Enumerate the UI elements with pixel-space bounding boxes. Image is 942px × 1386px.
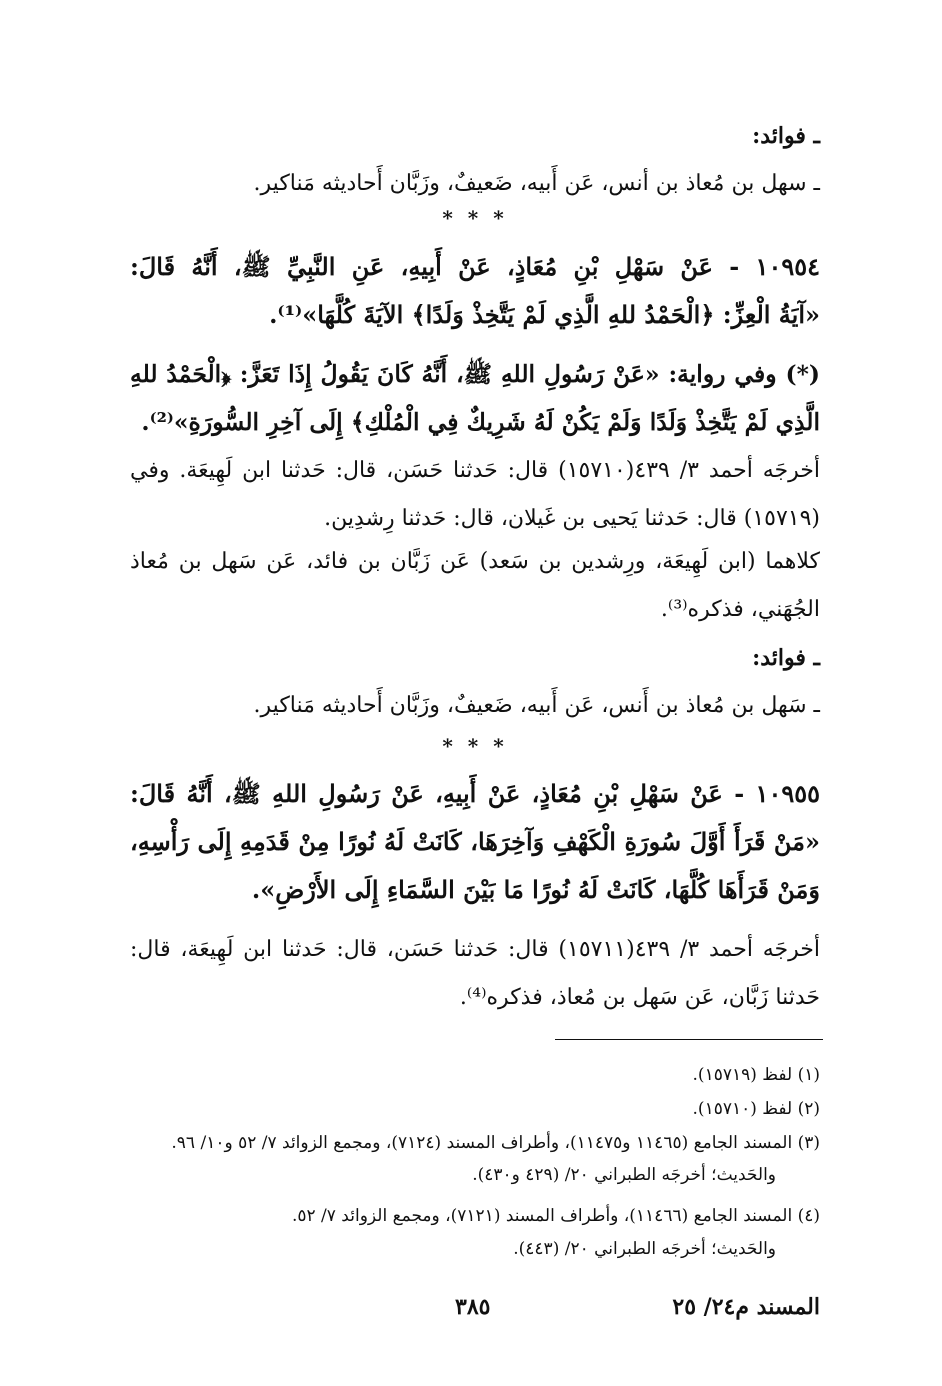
takhrij-line: (١٥٧١٩) قال: حَدثنا يَحيى بن غَيلان، قال: حَدثنا رِشدِين.	[324, 506, 820, 531]
riwaya-line: الَّذِي لَمْ يَتَّخِذْ وَلَدًا وَلَمْ يَكُنْ لَهُ شَرِيكٌ فِي الْمُلْكِ﴾ إِلَى آخِرِ السُّورَةِ»⁽²⁾.	[141, 408, 820, 436]
takhrij-line: حَدثنا زَبَّان، عَن سَهل بن مُعاذ، فذكره⁽⁴⁾.	[459, 985, 820, 1010]
section-separator: * * *	[442, 734, 508, 758]
takhrij-line: أخرجَه أحمد ٣/ ٤٣٩(١٥٧١٠) قال: حَدثنا حَسَن، قال: حَدثنا ابن لَهِيعَة. وفي	[130, 458, 821, 483]
hadith-line: «آيَةُ الْعِزِّ: ﴿الْحَمْدُ للهِ الَّذِي لَمْ يَتَّخِذْ وَلَدًا﴾ الآيَةَ كُلَّهَا»⁽¹⁾.	[269, 300, 820, 329]
fawaid-text: ـ سهل بن مُعاذ بن أنس، عَن أَبيه، ضَعيفٌ، وزَبَّان أَحاديثه مَناكير.	[253, 171, 820, 196]
signature-mark: المسند م٢٤/ ٢٥	[672, 1294, 820, 1320]
footnote-1: (١) لفظ (١٥٧١٩).	[692, 1065, 820, 1085]
hadith-line: «مَنْ قَرَأَ أَوَّلَ سُورَةِ الْكَهْفِ وَآخِرَهَا، كَانَتْ لَهُ نُورًا مِنْ قَدَمِهِ إِلَى رَأْسِهِ،	[130, 827, 820, 856]
hadith-line: ١٠٩٥٥ - عَنْ سَهْلِ بْنِ مُعَاذٍ، عَنْ أَبِيهِ، عَنْ رَسُولِ اللهِ ﷺ، أَنَّهُ قَالَ:	[130, 779, 820, 808]
takhrij-10955	[130, 926, 820, 1022]
riwaya-block	[130, 350, 820, 446]
footnote-3-continuation: والحَديث؛ أخرجَه الطبراني ٢٠/ (٤٢٩ و٤٣٠).	[472, 1165, 776, 1185]
isnad-line: كلاهما (ابن لَهِيعَة، ورِشدين بن سَعد) عَن زَبَّان بن فائد، عَن سَهل بن مُعاذ	[130, 549, 820, 574]
section-separator: * * *	[442, 206, 508, 230]
footnote-4: (٤) المسند الجامع (١١٤٦٦)، وأطراف المسند (٧١٢١)، ومجمع الزوائد ٧/ ٥٢.	[291, 1206, 820, 1226]
takhrij-10954	[130, 447, 820, 543]
footnote-4-continuation: والحَديث؛ أخرجَه الطبراني ٢٠/ (٤٤٣).	[513, 1239, 776, 1259]
takhrij-line: أخرجَه أحمد ٣/ ٤٣٩(١٥٧١١) قال: حَدثنا حَسَن، قال: حَدثنا ابن لَهِيعَة، قال:	[130, 937, 820, 962]
hadith-10955	[130, 770, 820, 914]
footnote-2: (٢) لفظ (١٥٧١٠).	[692, 1099, 820, 1119]
section-fawaid-2	[130, 634, 820, 730]
hadith-line: ١٠٩٥٤ - عَنْ سَهْلِ بْنِ مُعَاذٍ، عَنْ أَبِيهِ، عَنِ النَّبِيِّ ﷺ، أَنَّهُ قَالَ:	[130, 252, 820, 281]
fawaid-heading: ـ فوائد:	[752, 123, 820, 149]
isnad-line: الجُهَني، فذكره⁽³⁾.	[660, 597, 820, 622]
footnote-3: (٣) المسند الجامع (١١٤٦٥ و١١٤٧٥)، وأطراف المسند (٧١٢٤)، ومجمع الزوائد ٧/ ٥٢ و١٠/ ٩٦.	[171, 1133, 820, 1153]
page-number: ٣٨٥	[455, 1294, 491, 1320]
fawaid-heading: ـ فوائد:	[752, 645, 820, 671]
section-fawaid-1	[130, 112, 820, 208]
fawaid-text: ـ سَهل بن مُعاذ بن أَنس، عَن أَبيه، ضَعيفٌ، وزَبَّان أَحاديثه مَناكير.	[253, 693, 820, 718]
footnote-rule	[555, 1039, 823, 1040]
hadith-line: وَمَنْ قَرَأَهَا كُلَّهَا، كَانَتْ لَهُ نُورًا مَا بَيْنَ السَّمَاءِ إِلَى الأَرْضِ».	[251, 875, 820, 904]
isnad-summary	[130, 538, 820, 634]
riwaya-line: (*) وفي رواية: «عَنْ رَسُولِ اللهِ ﷺ، أَنَّهُ كَانَ يَقُولُ إِذَا تَعَزَّ: ﴿الْحَمْدُ للهِ	[130, 360, 820, 388]
hadith-10954	[130, 243, 820, 339]
